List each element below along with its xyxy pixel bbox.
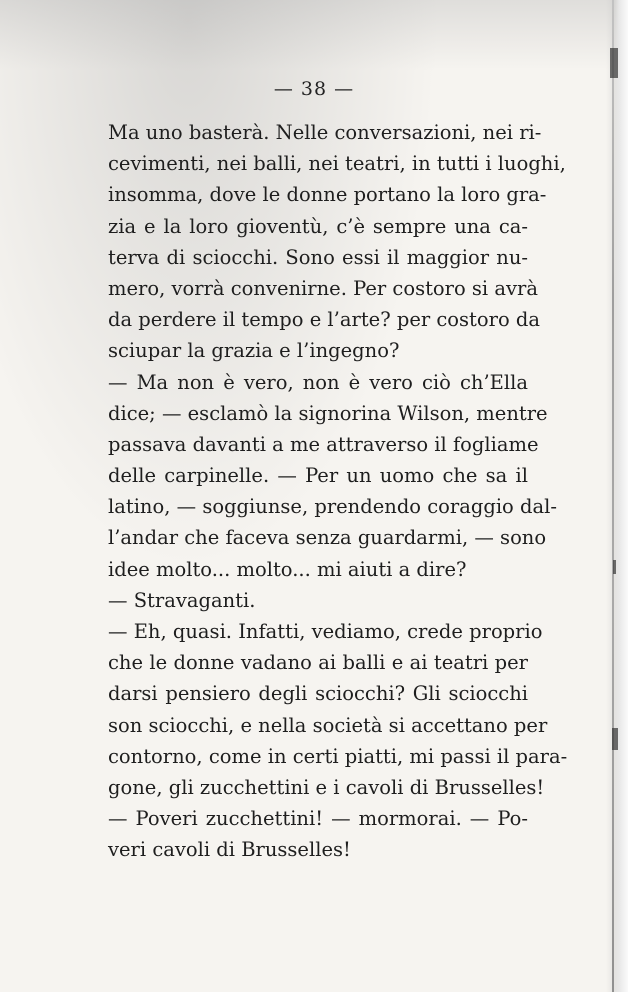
text-line: — Eh, quasi. Infatti, vediamo, crede proprio [108,620,543,643]
text-line: gone, gli zucchettini e i cavoli di Brusselles! [108,775,545,799]
text-line: mero, vorrà convenirne. Per costoro si avrà [108,276,538,300]
text-line: idee molto... molto... mi aiuti a dire? [108,557,467,581]
text-line: Ma uno basterà. Nelle conversazioni, nei ri- [108,121,542,144]
text-line: terva di sciocchi. Sono essi il maggior nu- [108,245,528,269]
text-line: veri cavoli di Brusselles! [108,838,351,862]
text-line: delle carpinelle. — Per un uomo che sa il [108,464,528,488]
text-line: contorno, come in certi piatti, mi passi il para- [108,744,568,768]
page-number: — 38 — [273,78,355,100]
text-line: passava davanti a me attraverso il fogliame [108,432,539,456]
text-line: — Poveri zucchettini! — mormorai. — Po- [108,807,528,831]
page-binding-edge [606,0,628,992]
edge-mark-middle [613,560,616,574]
edge-mark-lower [612,728,618,750]
text-line: dice; — esclamò la signorina Wilson, mentre [108,401,548,425]
body-text [108,117,568,866]
text-line: latino, — soggiunse, prendendo coraggio dal- [108,495,557,519]
text-line: da perdere il tempo e l’arte? per costoro da [108,308,540,332]
text-line: son sciocchi, e nella società si accettano per [108,713,548,737]
text-line: darsi pensiero degli sciocchi? Gli sciocchi [108,682,528,706]
text-line: — Stravaganti. [108,588,256,612]
text-line: sciupar la grazia e l’ingegno? [108,339,400,363]
text-line: zia e la loro gioventù, c’è sempre una ca- [108,214,528,238]
text-line: insomma, dove le donne portano la loro gra- [108,183,547,207]
text-line: che le donne vadano ai balli e ai teatri per [108,651,528,675]
text-line: cevimenti, nei balli, nei teatri, in tutti i luoghi, [108,152,566,176]
text-line: l’andar che faceva senza guardarmi, — sono [108,526,547,550]
page-edge-line [612,0,614,992]
edge-mark-top [610,48,618,78]
text-line: — Ma non è vero, non è vero ciò ch’Ella [108,370,528,394]
